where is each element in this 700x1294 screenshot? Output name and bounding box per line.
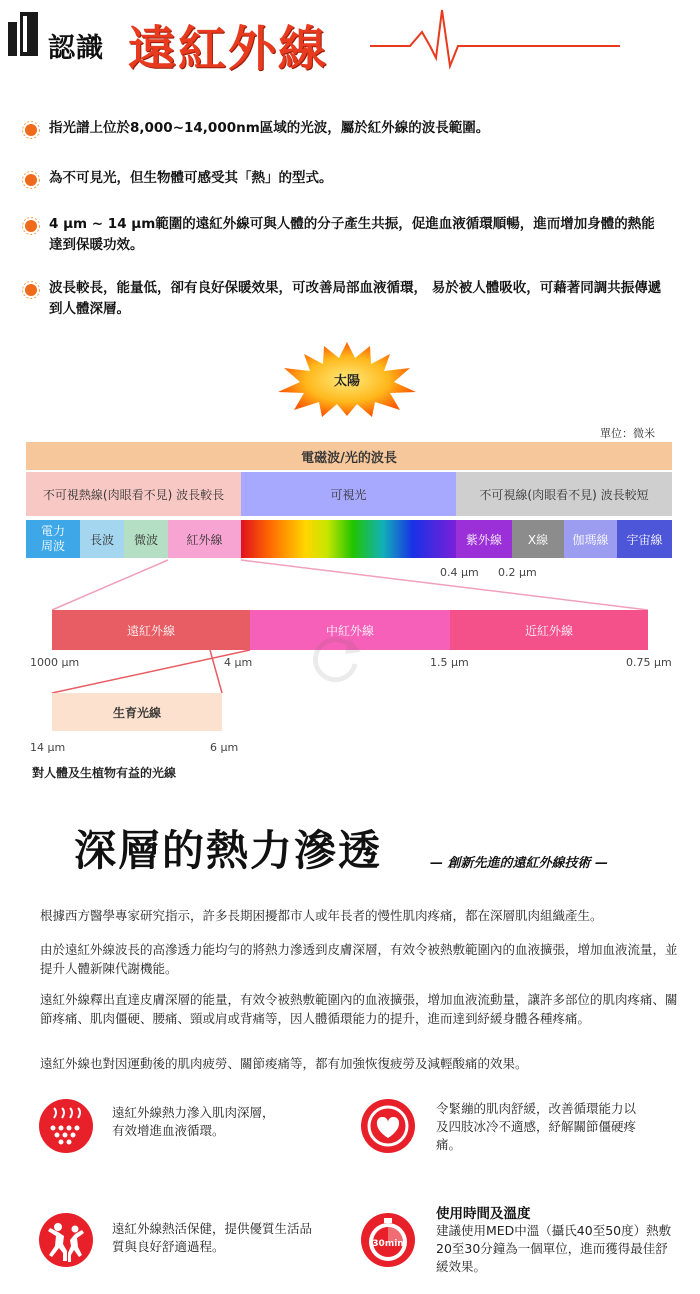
band-visible: 可視光 [241, 472, 456, 516]
feature-text: 令緊繃的肌肉舒緩，改善循環能力以及四肢冰冷不適感，紓解關節僵硬疼痛。 [436, 1101, 637, 1152]
timer-icon-label: 30min [372, 1239, 404, 1249]
paragraph: 根據西方醫學專家研究指示，許多長期困擾都市人或年長者的慢性肌肉疼痛，都在深層肌肉組織產生。 [40, 908, 603, 923]
bullet-text: 波長較長，能量低，卻有良好保暖效果，可改善局部血液循環， 易於被人體吸收，可藉著同調共振傳遞到人體深層。 [49, 280, 662, 317]
paragraph: 遠紅外線釋出直達皮膚深層的能量，有效令被熱敷範圍內的血液擴張，增加血液流動量，讓許多部位的肌肉疼痛、關節疼痛、肌肉僵硬、腰痛、頸或肩或背痛等，因人體循環能力的提升，進而達到紓緩身體各種疼痛。 [40, 992, 678, 1026]
tick-label: 14 μm [30, 741, 66, 754]
section-title: 深層的熱力滲透 [74, 826, 383, 875]
activity-icon [38, 1212, 94, 1268]
band-cosmic: 宇宙線 [617, 520, 672, 558]
feature-text: 建議使用MED中溫（攝氏40至50度）熱敷20至30分鐘為一個單位，進而獲得最佳舒緩效果。 [436, 1223, 672, 1274]
bullet-text: 為不可見光，但生物體可感受其「熱」的型式。 [49, 170, 333, 186]
page-title: 遠紅外線 [128, 21, 329, 77]
tick-label: 0.4 μm [440, 566, 479, 579]
heart-icon [360, 1098, 416, 1154]
ir-mid-band: 中紅外線 [250, 610, 450, 650]
tick-label: 6 μm [210, 741, 239, 754]
paragraph: 由於遠紅外線波長的高滲透力能均勻的將熱力滲透到皮膚深層，有效令被熱敷範圍內的血液擴張，增加血液流量，並提升人體新陳代謝機能。 [40, 942, 678, 976]
band-visible-gradient [241, 520, 456, 558]
ir-far-band: 遠紅外線 [52, 610, 250, 650]
timer-icon [360, 1212, 416, 1268]
band-invisible-short: 不可視線(肉眼看不見) 波長較短 [456, 472, 672, 516]
feature-text: 遠紅外線熱力滲入肌肉深層，有效增進血液循環。 [112, 1105, 275, 1138]
bullet-sun-icon [22, 281, 40, 299]
tick-label: 1000 μm [30, 656, 80, 669]
feature-title: 使用時間及溫度 [436, 1206, 531, 1222]
band-ultraviolet: 紫外線 [456, 520, 512, 558]
bullet-sun-icon [22, 171, 40, 189]
tick-label: 1.5 μm [430, 656, 469, 669]
page-title-prefix: 認識 [48, 33, 104, 64]
heat-icon [38, 1098, 94, 1154]
growth-light-band: 生育光線 [52, 693, 222, 731]
band-gamma: 伽瑪線 [564, 520, 617, 558]
band-xray: X線 [512, 520, 564, 558]
feature-text: 遠紅外線熱活保健，提供優質生活品質與良好舒適過程。 [112, 1221, 313, 1254]
pulse-line-icon [370, 6, 620, 76]
band-radio [26, 520, 80, 558]
tick-label: 4 μm [224, 656, 253, 669]
bullet-item [22, 168, 662, 189]
refresh-watermark-icon [305, 628, 365, 688]
bullet-text: 4 μm ~ 14 μm範圍的遠紅外線可與人體的分子產生共振，促進血液循環順暢，進而增加身體的熱能達到保暖功效。 [49, 216, 655, 253]
bullet-item [22, 118, 662, 139]
bullet-sun-icon [22, 121, 40, 139]
ir-near-band: 近紅外線 [450, 610, 648, 650]
bullet-item [22, 214, 662, 256]
sun-label: 太陽 [333, 374, 360, 389]
band-microwave: 微波 [124, 520, 168, 558]
growth-note: 對人體及生植物有益的光線 [32, 766, 177, 780]
bullet-item [22, 278, 662, 320]
paragraph: 遠紅外線也對因運動後的肌肉疲勞、關節痠痛等，都有加強恢復疲勞及減輕酸痛的效果。 [40, 1056, 528, 1071]
section-subtitle: — 創新先進的遠紅外線技術 — [430, 856, 609, 871]
bullet-sun-icon [22, 217, 40, 235]
logo-icon [8, 12, 38, 56]
tick-label: 0.2 μm [498, 566, 537, 579]
tick-label: 0.75 μm [626, 656, 672, 669]
band-long-wave: 長波 [80, 520, 124, 558]
bullet-text: 指光譜上位於8,000~14,000nm區域的光波，屬於紅外線的波長範圍。 [49, 120, 490, 136]
band-invisible-long: 不可視熱線(肉眼看不見) 波長較長 [26, 472, 241, 516]
band-radio-line2: 周波 [40, 539, 65, 553]
band-infrared: 紅外線 [168, 520, 241, 558]
band-radio-line1: 電力 [40, 524, 65, 538]
unit-label: 單位：微米 [600, 427, 655, 440]
em-wave-title: 電磁波/光的波長 [26, 442, 672, 470]
